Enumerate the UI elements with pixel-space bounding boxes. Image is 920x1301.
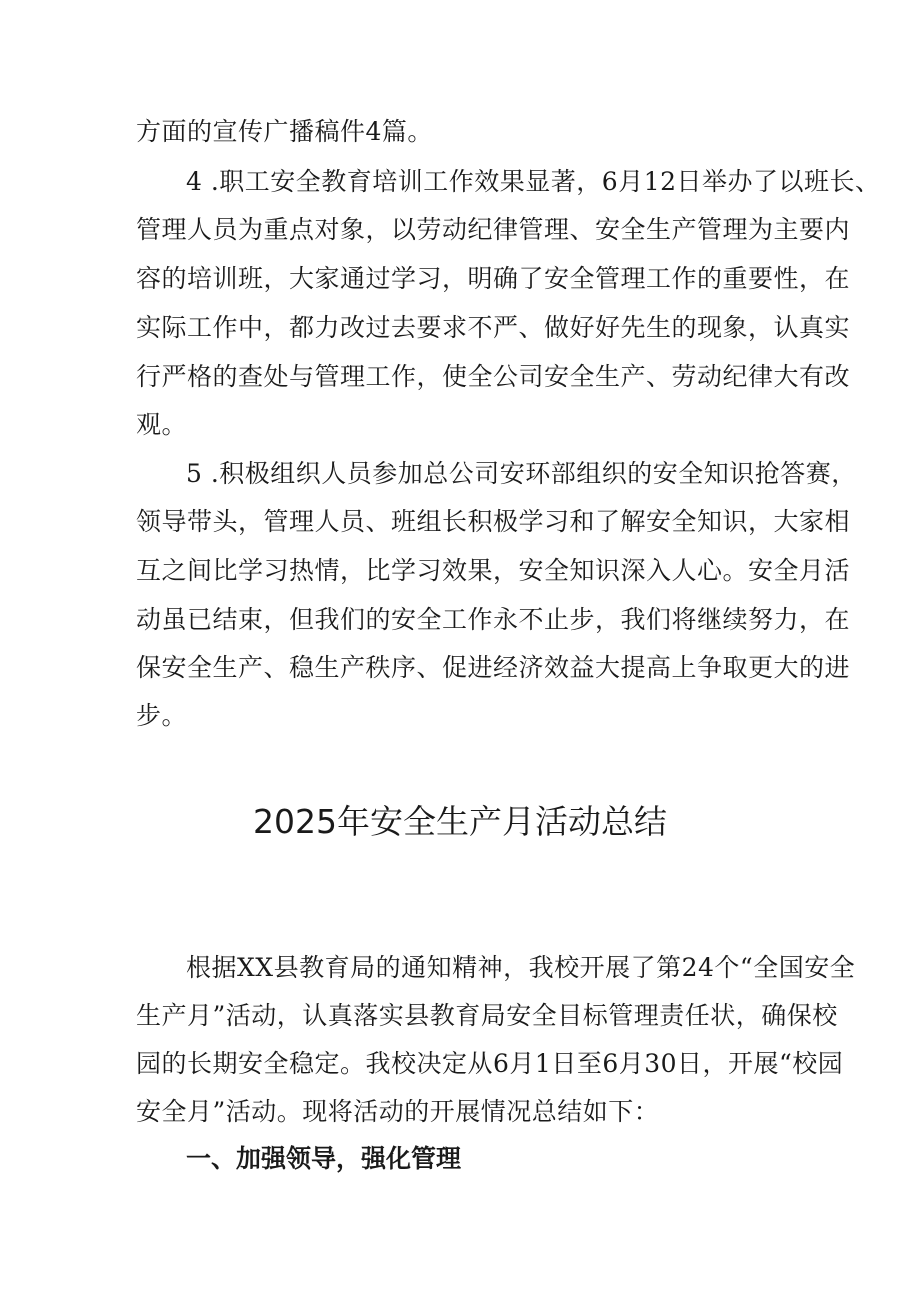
item-4-line: 容的培训班，大家通过学习，明确了安全管理工作的重要性，在	[136, 264, 851, 293]
item-4-line: 4 .职工安全教育培训工作效果显著，6月12日举办了以班长、	[186, 167, 881, 196]
item-4-line: 实际工作中，都力改过去要求不严、做好好先生的现象，认真实	[136, 313, 851, 342]
item-4-line: 管理人员为重点对象，以劳动纪律管理、安全生产管理为主要内	[136, 215, 851, 244]
item-5-line: 互之间比学习热情，比学习效果，安全知识深入人心。安全月活	[136, 556, 851, 585]
intro-line: 园的长期安全稳定。我校决定从6月1日至6月30日，开展“校园	[136, 1049, 844, 1078]
intro-line: 根据XX县教育局的通知精神，我校开展了第24个“全国安全	[186, 953, 856, 982]
item-5-line: 领导带头，管理人员、班组长积极学习和了解安全知识，大家相	[136, 507, 851, 536]
intro-line: 安全月”活动。现将活动的开展情况总结如下：	[136, 1097, 660, 1126]
intro-line: 生产月”活动，认真落实县教育局安全目标管理责任状，确保校	[136, 1001, 838, 1030]
document-title: 2025年安全生产月活动总结	[253, 802, 667, 841]
item-5-line: 动虽已结束，但我们的安全工作永不止步，我们将继续努力，在	[136, 605, 851, 634]
item-5-line: 步。	[136, 701, 188, 730]
section-heading: 一、加强领导，强化管理	[186, 1144, 462, 1173]
item-5-line: 5 .积极组织人员参加总公司安环部组织的安全知识抢答赛，	[186, 459, 857, 488]
paragraph-line: 方面的宣传广播稿件4篇。	[136, 117, 433, 146]
item-4-line: 行严格的查处与管理工作，使全公司安全生产、劳动纪律大有改	[136, 362, 851, 391]
item-4-line: 观。	[136, 410, 188, 439]
item-5-line: 保安全生产、稳生产秩序、促进经济效益大提高上争取更大的进	[136, 653, 851, 682]
